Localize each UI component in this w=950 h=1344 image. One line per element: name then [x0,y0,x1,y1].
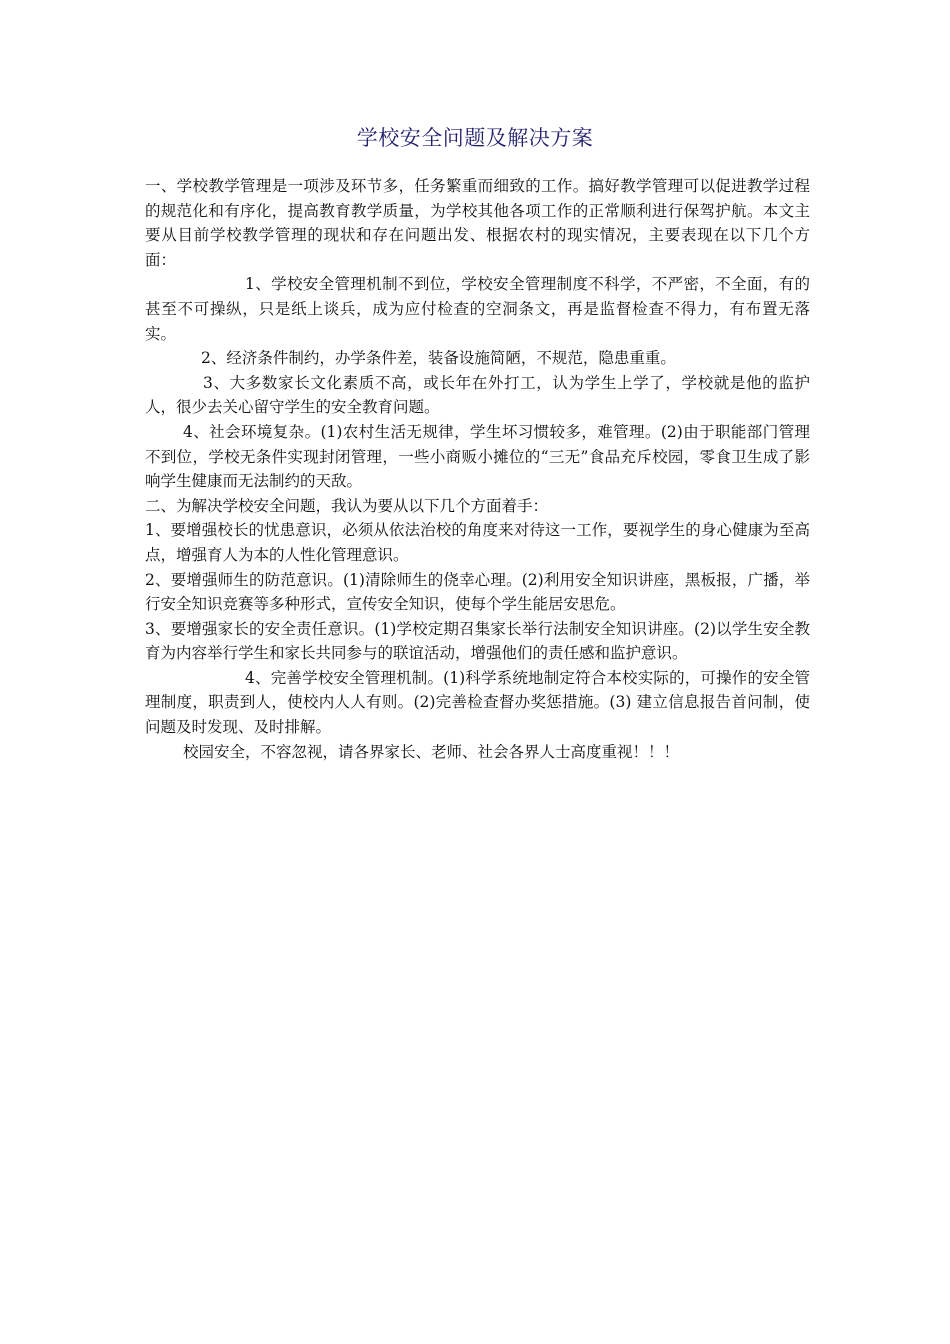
paragraph-solutions-heading: 二、为解决学校安全问题，我认为要从以下几个方面着手： [145,496,549,515]
paragraph-solution-3: 3、要增强家长的安全责任意识。(1)学校定期召集家长举行法制安全知识讲座。(2)以学生安全教育为内容举行学生和家长共同参与的联谊活动，增强他们的责任感和监护意识。 [145,619,810,663]
paragraph-issue-4: 4、社会环境复杂。(1)农村生活无规律，学生坏习惯较多，难管理。(2)由于职能部门管理不到位，学校无条件实现封闭管理，一些小商贩小摊位的“三无”食品充斥校园，零食卫生成了影响学生健康而无法制约的天敌。 [145,422,810,491]
paragraph-issue-1: 1、学校安全管理机制不到位，学校安全管理制度不科学，不严密，不全面，有的甚至不可操纵，只是纸上谈兵，成为应付检查的空洞条文，再是监督检查不得力，有布置无落实。 [145,275,810,343]
paragraph-intro: 一、学校教学管理是一项涉及环节多，任务繁重而细致的工作。搞好教学管理可以促进教学过程的规范化和有序化，提高教育教学质量，为学校其他各项工作的正常顺利进行保驾护航。本文主要从目前学校教学管理的现状和存在问题出发、根据农村的现实情况，主要表现在以下几个方面： [145,177,810,269]
document-body [145,174,810,764]
document-title: 学校安全问题及解决方案 [356,126,594,150]
paragraph-solution-2: 2、要增强师生的防范意识。(1)清除师生的侥幸心理。(2)利用安全知识讲座，黑板报，广播，举行安全知识竞赛等多种形式，宣传安全知识，使每个学生能居安思危。 [145,570,810,614]
paragraph-solution-1: 1、要增强校长的忧患意识，必须从依法治校的角度来对待这一工作，要视学生的身心健康为至高点，增强育人为本的人性化管理意识。 [145,521,810,564]
paragraph-issue-2: 2、经济条件制约，办学条件差，装备设施简陋，不规范，隐患重重。 [201,349,676,368]
paragraph-solution-4: 4、完善学校安全管理机制。(1)科学系统地制定符合本校实际的，可操作的安全管理制度，职责到人，使校内人人有则。(2)完善检查督办奖惩措施。(3) 建立信息报告首问制，使问题及时发现、及时排解。 [145,668,810,737]
paragraph-issue-3: 3、大多数家长文化素质不高，或长年在外打工，认为学生上学了，学校就是他的监护人，很少去关心留守学生的安全教育问题。 [145,373,810,417]
paragraph-closing: 校园安全，不容忽视，请各界家长、老师、社会各界人士高度重视！！！ [183,742,680,761]
